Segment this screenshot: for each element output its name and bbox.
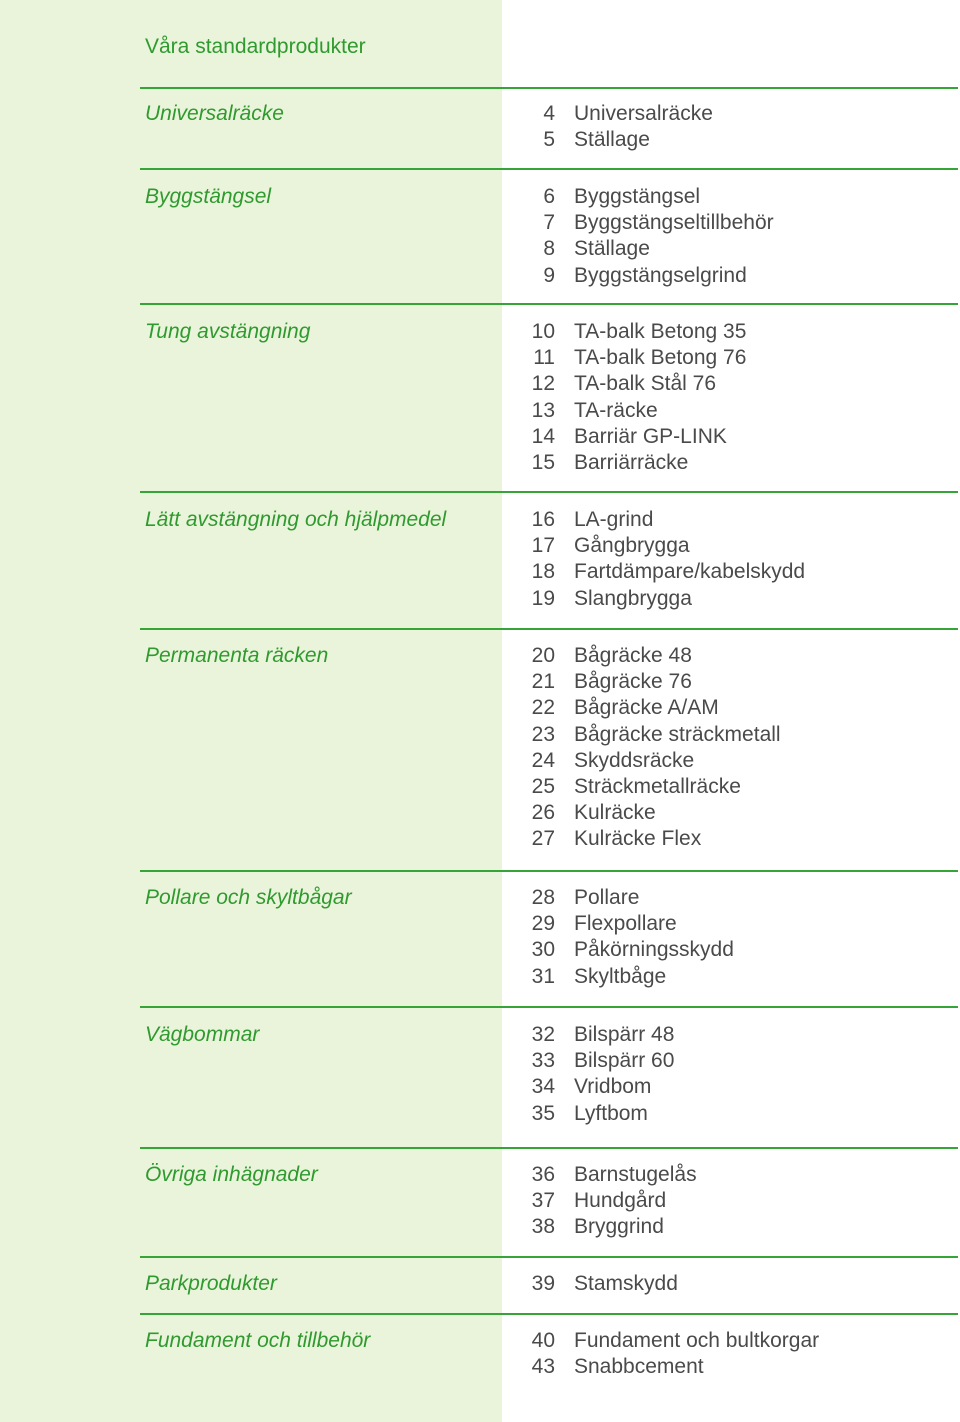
product-name: Ställage	[574, 128, 650, 152]
section-divider	[140, 1006, 958, 1008]
toc-entry	[0, 183, 960, 211]
product-name: Fundament och bultkorgar	[574, 1329, 820, 1352]
product-name: Skyltbåge	[574, 964, 667, 988]
page-number: 34	[531, 1075, 555, 1099]
toc-entry	[0, 773, 960, 801]
page-number: 15	[531, 451, 555, 474]
product-name: TA-balk Stål 76	[574, 372, 717, 396]
toc-entry	[0, 532, 960, 560]
toc-entry	[0, 694, 960, 722]
section-title: Permanenta räcken	[145, 644, 329, 667]
toc-entry	[0, 1047, 960, 1075]
toc-entry	[0, 585, 960, 613]
toc-entry	[0, 963, 960, 991]
section-title: Lätt avstängning och hjälpmedel	[145, 508, 447, 531]
toc-entry	[0, 825, 960, 853]
product-name: Barriär GP-LINK	[574, 424, 727, 448]
page-number: 28	[531, 886, 555, 909]
page-number: 36	[531, 1163, 555, 1186]
product-name: Barnstugelås	[574, 1163, 697, 1186]
product-name: Byggstängselgrind	[574, 263, 747, 287]
product-name: TA-balk Betong 76	[574, 346, 747, 370]
section-title: Fundament och tillbehör	[145, 1329, 371, 1352]
page-number: 38	[531, 1215, 555, 1239]
page-title: Våra standardprodukter	[145, 35, 366, 58]
section-divider	[140, 1256, 958, 1258]
toc-entry	[0, 936, 960, 964]
product-name: Bilspärr 60	[574, 1049, 675, 1073]
product-name: Bryggrind	[574, 1215, 664, 1239]
product-name: Pollare	[574, 886, 640, 909]
page-number: 16	[531, 508, 555, 531]
toc-entry	[0, 1353, 960, 1381]
product-name: LA-grind	[574, 508, 654, 531]
section-divider	[140, 168, 958, 170]
page-number: 9	[543, 263, 555, 287]
toc-entry	[0, 668, 960, 696]
section-divider	[140, 87, 958, 89]
section-title: Universalräcke	[145, 102, 284, 125]
page-number: 18	[531, 560, 555, 584]
section-divider	[140, 628, 958, 630]
page-number: 26	[531, 801, 555, 825]
product-name: Påkörningsskydd	[574, 938, 734, 962]
toc-entry	[0, 318, 960, 346]
page-number: 11	[533, 346, 555, 370]
section-divider	[140, 1313, 958, 1315]
product-name: Byggstängseltillbehör	[574, 211, 774, 235]
page-number: 30	[531, 938, 555, 962]
product-name: TA-räcke	[574, 398, 658, 422]
section-title: Övriga inhägnader	[145, 1163, 318, 1186]
toc-entry	[0, 721, 960, 749]
page-number: 14	[531, 424, 555, 448]
toc-entry	[0, 262, 960, 290]
toc-entry	[0, 1213, 960, 1241]
section-divider	[140, 1147, 958, 1149]
toc-entry	[0, 1100, 960, 1128]
section-divider	[140, 870, 958, 872]
section-divider	[140, 491, 958, 493]
section-title: Tung avstängning	[145, 320, 311, 343]
product-name: Skyddsräcke	[574, 748, 695, 772]
product-name: Universalräcke	[574, 102, 713, 125]
page-number: 8	[543, 237, 555, 261]
product-name: Bågräcke sträckmetall	[574, 722, 781, 746]
toc-entry	[0, 397, 960, 425]
toc-entry	[0, 506, 960, 534]
page-number: 17	[531, 534, 555, 558]
toc-entry	[0, 1073, 960, 1101]
toc-entry	[0, 1187, 960, 1215]
page-number: 25	[531, 775, 555, 798]
toc-entry	[0, 799, 960, 827]
page-number: 33	[531, 1049, 555, 1073]
section-divider	[140, 303, 958, 305]
page-number: 29	[531, 912, 555, 936]
page-number: 21	[531, 670, 555, 694]
toc-entry	[0, 642, 960, 670]
page-number: 39	[531, 1272, 555, 1295]
product-name: Byggstängsel	[574, 185, 701, 208]
toc-entry	[0, 884, 960, 912]
toc-entry	[0, 100, 960, 128]
product-name: Gångbrygga	[574, 534, 690, 558]
product-name: Bilspärr 48	[574, 1023, 675, 1046]
toc-entry	[0, 747, 960, 775]
product-name: Sträckmetallräcke	[574, 775, 741, 798]
page-number: 32	[531, 1023, 555, 1046]
page-number: 27	[531, 827, 555, 851]
toc-entry	[0, 1161, 960, 1189]
section-title: Vägbommar	[145, 1023, 260, 1046]
page-number: 20	[531, 644, 555, 667]
product-name: Stamskydd	[574, 1272, 678, 1295]
toc-entry	[0, 449, 960, 477]
toc-entry	[0, 910, 960, 938]
page-number: 7	[543, 211, 555, 235]
section-title: Byggstängsel	[145, 185, 272, 208]
product-name: Flexpollare	[574, 912, 677, 936]
product-name: Bågräcke A/AM	[574, 696, 719, 720]
page-number: 13	[531, 398, 555, 422]
toc-entry	[0, 1021, 960, 1049]
page-number: 12	[531, 372, 555, 396]
toc-entry	[0, 209, 960, 237]
toc-entry	[0, 235, 960, 263]
toc-entry	[0, 1270, 960, 1298]
page-number: 35	[531, 1101, 555, 1125]
page-number: 10	[531, 320, 555, 343]
toc-entry	[0, 126, 960, 154]
product-name: Snabbcement	[574, 1355, 704, 1379]
page-number: 24	[531, 748, 555, 772]
page-number: 40	[531, 1329, 555, 1352]
toc-entry	[0, 370, 960, 398]
page-number: 37	[531, 1189, 555, 1213]
product-name: Ställage	[574, 237, 650, 261]
product-name: Fartdämpare/kabelskydd	[574, 560, 806, 584]
page-number: 6	[543, 185, 555, 208]
page-number: 19	[531, 586, 555, 610]
section-title: Pollare och skyltbågar	[145, 886, 352, 909]
page-number: 22	[531, 696, 555, 720]
product-name: Kulräcke	[574, 801, 656, 825]
product-name: Lyftbom	[574, 1101, 648, 1125]
product-name: Barriärräcke	[574, 451, 689, 474]
page-number: 43	[531, 1355, 555, 1379]
product-name: Bågräcke 48	[574, 644, 692, 667]
page-number: 31	[531, 964, 555, 988]
page-number: 4	[543, 102, 555, 125]
product-name: Bågräcke 76	[574, 670, 692, 694]
product-name: Kulräcke Flex	[574, 827, 702, 851]
toc-entry	[0, 344, 960, 372]
page-number: 5	[543, 128, 555, 152]
page-number: 23	[531, 722, 555, 746]
product-name: Vridbom	[574, 1075, 652, 1099]
product-name: TA-balk Betong 35	[574, 320, 747, 343]
toc-entry	[0, 558, 960, 586]
toc-entry	[0, 1327, 960, 1355]
toc-entry	[0, 423, 960, 451]
product-name: Hundgård	[574, 1189, 667, 1213]
product-name: Slangbrygga	[574, 586, 692, 610]
section-title: Parkprodukter	[145, 1272, 277, 1295]
